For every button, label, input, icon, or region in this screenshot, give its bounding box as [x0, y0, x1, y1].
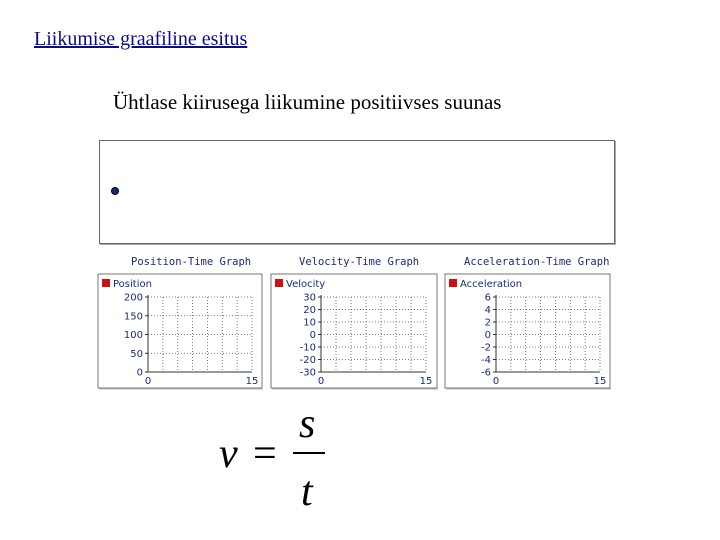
- y-tick-label: 6: [484, 292, 491, 304]
- x-tick-label: 0: [144, 376, 152, 387]
- x-tick-label: 0: [317, 376, 325, 387]
- legend-label: Velocity: [286, 279, 326, 290]
- y-tick-label: 30: [303, 292, 316, 304]
- formula-denominator: t: [301, 469, 313, 515]
- legend-marker: [449, 279, 457, 287]
- x-tick-label: 0: [492, 376, 500, 387]
- y-tick-label: 0: [484, 330, 491, 341]
- y-tick-label: 150: [123, 311, 143, 323]
- formula-equals: =: [253, 431, 277, 477]
- y-tick-label: -30: [299, 367, 316, 379]
- y-tick-label: -2: [481, 342, 491, 354]
- y-tick-label: 0: [136, 367, 143, 379]
- y-tick-label: -6: [481, 367, 491, 379]
- y-tick-label: 20: [303, 305, 316, 316]
- y-tick-label: -20: [299, 355, 316, 366]
- legend-marker: [275, 279, 283, 287]
- velocity-graph-title: Velocity-Time Graph: [299, 256, 420, 268]
- legend-label: Acceleration: [460, 279, 523, 290]
- graph-panel: [271, 274, 437, 388]
- x-tick-label: 15: [419, 376, 433, 387]
- formula-numerator: s: [299, 405, 316, 447]
- formula-v: v: [219, 431, 238, 477]
- x-tick-label: 15: [593, 376, 607, 387]
- y-tick-label: 2: [484, 317, 491, 329]
- position-graph-title: Position-Time Graph: [131, 256, 252, 268]
- legend-label: Position: [113, 279, 152, 290]
- y-tick-label: 50: [130, 348, 143, 360]
- y-tick-label: 200: [123, 292, 143, 304]
- x-tick-label: 15: [245, 376, 259, 387]
- title-link[interactable]: Liikumise graafiline esitus: [34, 28, 248, 50]
- y-tick-label: 100: [123, 330, 143, 341]
- legend-marker: [102, 279, 110, 287]
- y-tick-label: -4: [481, 355, 491, 366]
- y-tick-label: 10: [303, 317, 316, 329]
- y-tick-label: 4: [484, 305, 491, 316]
- y-tick-label: 0: [309, 330, 316, 341]
- velocity-formula: [215, 405, 335, 515]
- page-subtitle: Ühtlase kiirusega liikumine positiivses suunas: [113, 90, 502, 114]
- y-tick-label: -10: [299, 342, 316, 354]
- acceleration-graph-title: Acceleration-Time Graph: [464, 256, 610, 268]
